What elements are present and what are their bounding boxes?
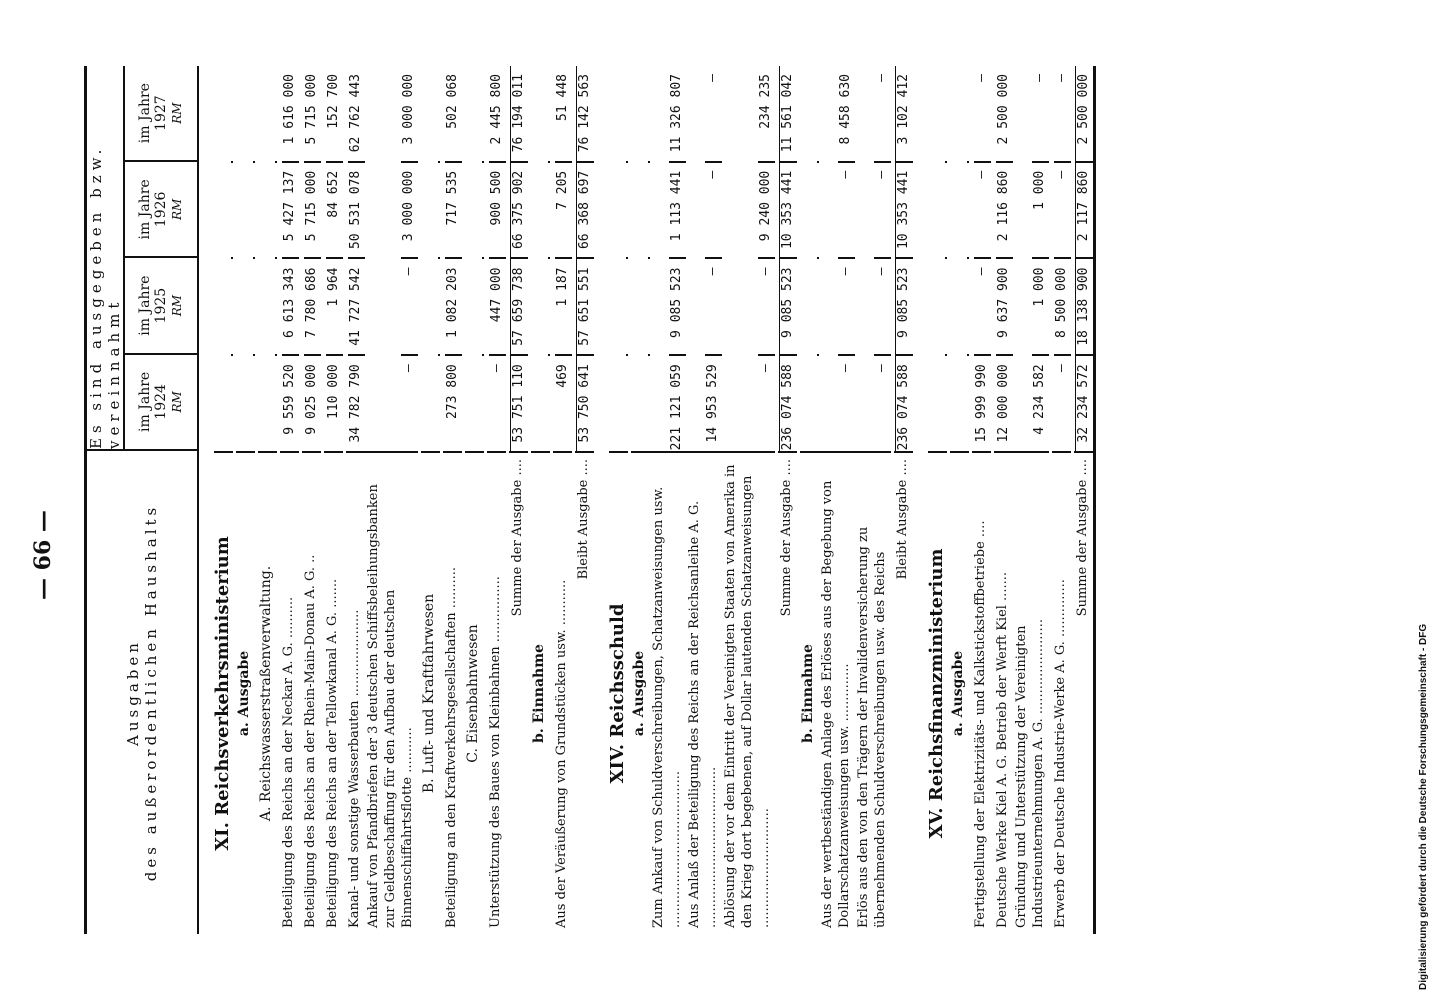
year-column-header	[125, 66, 197, 160]
cell-value: —	[758, 354, 775, 451]
cell-value: 1 082 203	[445, 258, 462, 355]
cell-value: 66 375 902	[510, 161, 528, 258]
cell-value: —	[489, 354, 506, 451]
cell-value: 2 116 860	[996, 161, 1013, 258]
row-label: Erlös aus den von den Trägern der Invalidenversicherung zu übernehmenden Schuldverschreibungen usw. des Reichs	[856, 526, 888, 928]
cell-value: 9 637 900	[996, 258, 1013, 355]
total-row	[891, 66, 913, 934]
section-heading: a. Ausgabe	[950, 650, 966, 737]
currency-label: RM	[170, 294, 184, 317]
year-columns	[125, 66, 197, 449]
cell-value: 273 800	[445, 354, 462, 451]
cell-value: 10 353 441	[779, 161, 797, 258]
cell-value: —	[1054, 161, 1071, 258]
row-label: Aus der wertbeständigen Anlage des Erlöses aus der Begebung von Dollarschatzanweisungen usw. ..............	[820, 480, 852, 928]
currency-label: RM	[170, 102, 184, 124]
cell-value: 2 500 000	[996, 74, 1011, 145]
row-label: Bleibt Ausgabe ....	[576, 459, 591, 580]
cell-value: 110 000	[326, 354, 343, 451]
cell-value: 717 535	[445, 161, 462, 258]
table-row	[686, 66, 722, 934]
year-column-header	[125, 257, 197, 353]
row-label: Aus Anlaß der Beteiligung des Reichs an der Reichsanleihe A. G. .......................................	[687, 500, 719, 928]
year-value: 1925	[153, 287, 169, 324]
total-row	[572, 66, 594, 934]
cell-value: 221 121 059	[669, 354, 686, 451]
section-row	[255, 66, 277, 934]
cell-value: —	[705, 74, 720, 82]
year-value: 1924	[153, 384, 169, 420]
cell-value: 1 187	[555, 258, 572, 355]
year-label: im Jahre	[137, 275, 153, 336]
cell-value: 9 085 523	[779, 258, 797, 355]
table-row	[550, 66, 572, 934]
cell-value: 32 234 572	[1075, 354, 1093, 451]
cell-value: 9 240 000	[758, 161, 775, 258]
cell-value: —	[974, 74, 989, 82]
section-heading: a. Ausgabe	[236, 650, 252, 737]
cell-value: 9 025 000	[304, 354, 321, 451]
table-row	[440, 66, 462, 934]
cell-value: 7 205	[555, 161, 572, 258]
currency-label: RM	[170, 198, 184, 221]
table-row	[299, 66, 321, 934]
dfg-credit: Digitalisierung gefördert durch die Deutsche Forschungsgemeinschaft - DFG	[1418, 623, 1429, 990]
cell-value: 6 613 343	[282, 258, 299, 355]
cell-value: 8 500 000	[1054, 258, 1071, 355]
cell-value: 9 085 523	[669, 258, 686, 355]
row-label: Deutsche Werke Kiel A. G. Betrieb der Werft Kiel .......	[995, 572, 1010, 928]
row-label: Zum Ankauf von Schuldverschreibungen, Schatzanweisungen usw. ......................................	[651, 486, 683, 928]
cell-value: —	[1032, 74, 1047, 82]
budget-table	[84, 66, 1096, 934]
row-label: Gründung und Unterstützung der Vereinigten Industrieunternehmungen A. G. .......................	[1014, 619, 1046, 928]
cell-value: 3 000 000	[401, 161, 418, 258]
table-row	[1013, 66, 1049, 934]
cell-value: 12 000 000	[996, 354, 1013, 451]
cell-value: 469	[555, 354, 572, 451]
table-body	[199, 66, 1093, 934]
section-heading: XI. Reichsverkehrsministerium	[212, 536, 233, 851]
table-row	[1049, 66, 1071, 934]
cell-value: 57 651 551	[576, 258, 594, 355]
cell-value: 3 000 000	[401, 74, 416, 145]
section-row	[418, 66, 440, 934]
cell-value: 5 715 000	[304, 74, 319, 145]
row-label: Ablösung der vor dem Eintritt der Vereinigten Staaten von Amerika in den Krieg dort begebenen, auf Dollar lautenden Schatzanweisungen .............................	[723, 464, 772, 928]
table-row	[969, 66, 991, 934]
cell-value: 1 616 000	[282, 74, 297, 145]
page-number: — 66 —	[30, 510, 56, 600]
table-header	[87, 66, 199, 934]
row-label: Beteiligung des Reichs an der Tellowkanal A. G. .......	[325, 578, 340, 928]
cell-value: —	[758, 258, 775, 355]
table-row	[722, 66, 775, 934]
cell-value: 1 964	[326, 258, 343, 355]
cell-value: 51 448	[555, 74, 570, 121]
row-label: Kanal- und sonstige Wasserbauten .....................	[347, 609, 362, 928]
table-row	[365, 66, 418, 934]
row-label: Aus der Veräußerung von Grundstücken usw. ...........	[554, 579, 569, 928]
section-heading: b. Einnahme	[531, 644, 547, 743]
year-value: 1927	[153, 95, 169, 131]
cell-value: —	[401, 354, 418, 451]
section-heading: A. Reichswasserstraßenverwaltung.	[258, 565, 274, 822]
cell-value: 1 000	[1032, 258, 1049, 355]
cell-value: 14 953 529	[705, 354, 722, 451]
cell-value: 2 117 860	[1075, 161, 1093, 258]
cell-value: 11 561 042	[779, 66, 797, 161]
row-label: Unterstützung des Baues von Kleinbahnen ................	[488, 576, 503, 928]
description-header-line1: Ausgaben	[124, 639, 142, 746]
year-value: 1926	[153, 191, 169, 228]
cell-value: —	[874, 354, 891, 451]
section-heading: a. Ausgabe	[631, 650, 647, 737]
cell-value: 2 500 000	[1075, 66, 1093, 161]
cell-value: —	[874, 74, 889, 82]
section-row	[913, 66, 947, 934]
cell-value: 236 074 588	[779, 354, 797, 451]
cell-value: 5 427 137	[282, 161, 299, 258]
table-row	[855, 66, 891, 934]
cell-value: 84 652	[326, 161, 343, 258]
table-row	[343, 66, 365, 934]
section-row	[947, 66, 969, 934]
cell-value: —	[838, 354, 855, 451]
cell-value: 1 000	[1032, 161, 1049, 258]
cell-value: 502 068	[445, 74, 460, 129]
row-label: Summe der Ausgabe ....	[1075, 459, 1090, 617]
cell-value: 76 142 563	[576, 66, 594, 161]
cell-value: 1 113 441	[669, 161, 686, 258]
cell-value: —	[705, 161, 722, 258]
year-label: im Jahre	[137, 371, 153, 432]
cell-value: 2 445 800	[489, 74, 504, 145]
section-row	[797, 66, 819, 934]
cell-value: —	[974, 161, 991, 258]
total-row	[1071, 66, 1093, 934]
year-column-header	[125, 160, 197, 256]
table-row	[991, 66, 1013, 934]
section-row	[199, 66, 233, 934]
cell-value: 62 762 443	[348, 74, 363, 153]
cell-value: 900 500	[489, 161, 506, 258]
description-header	[87, 449, 197, 934]
cell-value: 53 751 110	[510, 354, 528, 451]
cell-value: 76 194 011	[510, 66, 528, 161]
cell-value: —	[874, 258, 891, 355]
cell-value: 4 234 582	[1032, 354, 1049, 451]
cell-value: 152 700	[326, 74, 341, 129]
currency-label: RM	[170, 391, 184, 413]
row-label: Beteiligung des Reichs an der Neckar A. G. ..........	[281, 596, 296, 928]
cell-value: —	[1054, 354, 1071, 451]
cell-value: 9 085 523	[895, 258, 913, 355]
cell-value: —	[838, 258, 855, 355]
year-column-header	[125, 353, 197, 449]
cell-value: 236 074 588	[895, 354, 913, 451]
row-label: Erwerb der Deutsche Industrie-Werke A. G. ..............	[1053, 579, 1068, 928]
cell-value: —	[705, 258, 722, 355]
section-heading: C. Eisenbahnwesen	[465, 624, 481, 763]
total-row	[775, 66, 797, 934]
total-row	[506, 66, 528, 934]
cell-value: 8 458 630	[838, 74, 853, 145]
table-row	[277, 66, 299, 934]
cell-value: 15 999 990	[974, 354, 991, 451]
table-row	[484, 66, 506, 934]
cell-value: —	[874, 161, 891, 258]
section-heading: XV. Reichsfinanzministerium	[926, 548, 947, 839]
row-label: Bleibt Ausgabe ....	[895, 459, 910, 580]
cell-value: 7 780 686	[304, 258, 321, 355]
cell-value: 11 326 807	[669, 74, 684, 153]
cell-value: 34 782 790	[348, 354, 365, 451]
cell-value: 234 235	[758, 74, 773, 129]
section-heading: XIV. Reichsschuld	[607, 603, 628, 784]
row-label: Summe der Ausgabe ....	[779, 459, 794, 617]
section-row	[528, 66, 550, 934]
years-header	[87, 66, 197, 449]
section-heading: b. Einnahme	[800, 644, 816, 743]
section-heading: B. Luft- und Kraftfahrwesen	[421, 593, 437, 794]
cell-value: —	[974, 258, 991, 355]
table-row	[650, 66, 686, 934]
cell-value: —	[401, 258, 418, 355]
cell-value: 50 531 078	[348, 161, 365, 258]
row-label: Summe der Ausgabe ....	[510, 459, 525, 617]
cell-value: 9 559 520	[282, 354, 299, 451]
row-label: Beteiligung des Reichs an der Rhein-Main-Donau A. G. ..	[303, 554, 318, 928]
table-row	[819, 66, 855, 934]
table-row	[321, 66, 343, 934]
cell-value: 57 659 738	[510, 258, 528, 355]
section-row	[462, 66, 484, 934]
section-row	[233, 66, 255, 934]
row-label: Beteiligung an den Kraftverkehrsgesellschaften ..........	[444, 566, 459, 928]
description-header-line2: des außerordentlichen Haushalts	[142, 503, 160, 882]
years-header-title: Es sind ausgegeben bzw. vereinnahmt	[87, 66, 125, 449]
cell-value: 53 750 641	[576, 354, 594, 451]
cell-value: 18 138 900	[1075, 258, 1093, 355]
cell-value: 66 368 697	[576, 161, 594, 258]
cell-value: 10 353 441	[895, 161, 913, 258]
year-label: im Jahre	[137, 83, 153, 144]
cell-value: 447 000	[489, 258, 506, 355]
cell-value: —	[1054, 74, 1069, 82]
cell-value: 5 715 000	[304, 161, 321, 258]
row-label: Fertigstellung der Elektrizitäts- und Kalkstickstoffbetriebe ....	[973, 520, 988, 928]
year-label: im Jahre	[137, 179, 153, 240]
cell-value: —	[838, 161, 855, 258]
section-row	[594, 66, 628, 934]
cell-value: 41 727 542	[348, 258, 365, 355]
row-label: Ankauf von Pfandbriefen der 3 deutschen Schiffsbeleihungsbanken zur Geldbeschaffung für den Aufbau der deutschen Binnenschiffahrtsflotte ...........	[366, 484, 415, 928]
cell-value: 3 102 412	[895, 66, 913, 161]
section-row	[628, 66, 650, 934]
